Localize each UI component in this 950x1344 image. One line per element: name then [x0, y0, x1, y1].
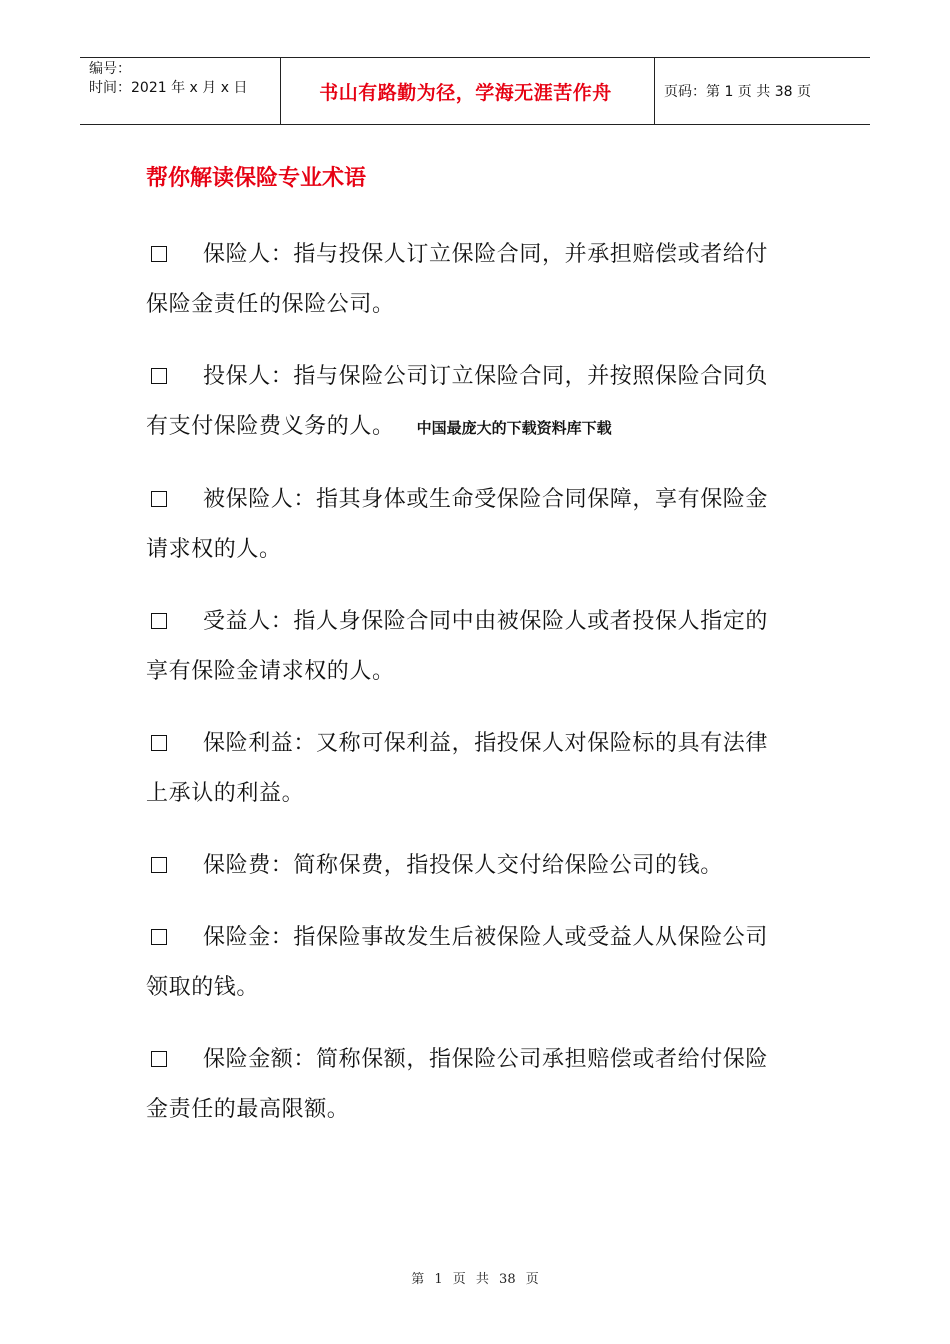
- checkbox-icon: [151, 1051, 167, 1067]
- term-text: 被保险人：指其身体或生命受保险合同保障，享有保险金请求权的人。: [146, 487, 769, 562]
- term-entry: [146, 719, 786, 819]
- checkbox-icon: [151, 491, 167, 507]
- number-label: 编号：: [89, 61, 131, 77]
- term-text: 受益人：指人身保险合同中由被保险人或者投保人指定的享有保险金请求权的人。: [146, 609, 769, 684]
- term-entry: [146, 230, 786, 330]
- term-text: 保险利益：又称可保利益，指投保人对保险标的具有法律上承认的利益。: [146, 731, 769, 806]
- term-entry: [146, 475, 786, 575]
- term-text: 保险金：指保险事故发生后被保险人或受益人从保险公司领取的钱。: [146, 925, 769, 1000]
- header-motto-cell: [281, 58, 655, 124]
- term-entry: [146, 1035, 786, 1135]
- header-page-info-cell: [655, 58, 870, 124]
- term-entry: [146, 352, 786, 453]
- term-entry: [146, 597, 786, 697]
- header-meta: [80, 58, 281, 124]
- term-text: 保险金额：简称保额，指保险公司承担赔偿或者给付保险金责任的最高限额。: [146, 1047, 769, 1122]
- checkbox-icon: [151, 735, 167, 751]
- motto: 书山有路勤为径，学海无涯苦作舟: [319, 81, 612, 104]
- checkbox-icon: [151, 368, 167, 384]
- time-label: 时间：2021 年 x 月 x 日: [89, 80, 248, 96]
- checkbox-icon: [151, 246, 167, 262]
- document-title: 帮你解读保险专业术语: [146, 165, 367, 191]
- checkbox-icon: [151, 929, 167, 945]
- term-list: [146, 230, 786, 1157]
- term-text: 保险费：简称保费，指投保人交付给保险公司的钱。: [203, 853, 723, 878]
- term-entry: [146, 841, 786, 891]
- term-text: 保险人：指与投保人订立保险合同，并承担赔偿或者给付保险金责任的保险公司。: [146, 242, 769, 317]
- page-info: 页码：第 1 页 共 38 页: [664, 84, 811, 100]
- page-header: [80, 57, 870, 125]
- term-entry: [146, 913, 786, 1013]
- page-footer: 第 1 页 共 38 页: [411, 1272, 539, 1287]
- download-note: 中国最庞大的下载资料库下载: [416, 419, 612, 437]
- checkbox-icon: [151, 613, 167, 629]
- checkbox-icon: [151, 857, 167, 873]
- term-text: 投保人：指与保险公司订立保险合同，并按照保险合同负有支付保险费义务的人。: [146, 364, 769, 439]
